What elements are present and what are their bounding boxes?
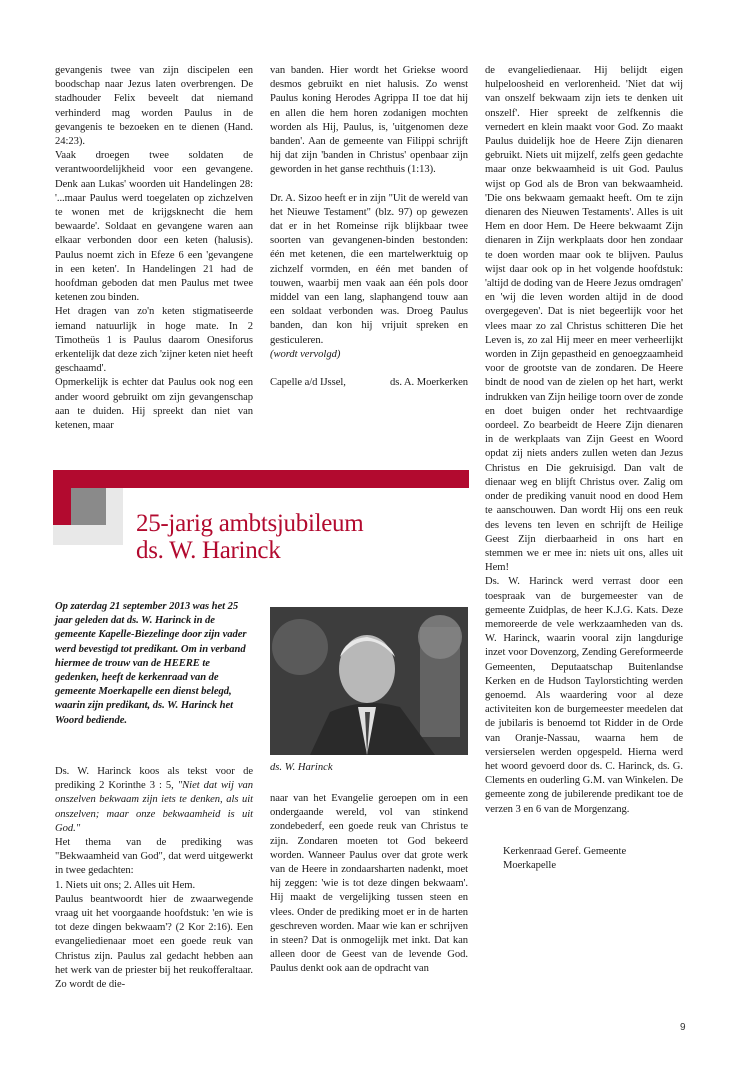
header-decoration-grey <box>71 488 106 525</box>
header-decoration-light <box>106 488 123 545</box>
paragraph: Opmerkelijk is echter dat Paulus ook nog een ander woord gebruikt om zijn gevangenschap aan te duiden. Hij spreekt dan niet van ketenen, maar <box>55 377 253 432</box>
article-title-line-2: ds. W. Harinck <box>136 537 281 564</box>
paragraph: Paulus beantwoordt hier de zwaarwegende vraag uit het voorgaande hoofdstuk: 'en wie is tot deze dingen bekwaam'? (2 Kor 2:16). Een evangeliedienaar moet een goede reuk van Christus zijn. Paulus zal gedacht hebben aan het werk van de priester bij het reukofferaltaar. Zo wordt de die- <box>55 893 253 991</box>
text: Ds. W. Harinck koos als tekst voor de prediking 2 Korinthe 3 : 5, <box>55 766 253 792</box>
header-decoration-bar <box>53 470 469 488</box>
signature-name: ds. A. Moerkerken <box>390 377 468 389</box>
article-column-1 <box>55 765 253 992</box>
paragraph: Vaak droegen twee soldaten de verantwoordelijkheid voor een gevangene. Denk aan Lukas' woorden uit Handelingen 28: '...maar Paulus werd toegelaten op zichzelven te wonen met de krijgsknecht die hem bewaarde'. Soldaat en gevangene waren aan elkaar verbonden door een keten (halusis). Paulus noemt zich in Efeze 6 een 'gevangene in een keten'. In Handelingen 21 had de hoofdman geboden dat men Paulus met twee ketenen zou binden. <box>55 150 253 304</box>
article-column-3 <box>485 64 683 873</box>
column-2-continued-text <box>270 64 468 390</box>
signature-line-2: Moerkapelle <box>503 859 556 871</box>
header-decoration-red <box>53 470 71 525</box>
signature-place: Capelle a/d IJssel, <box>270 377 346 389</box>
paragraph: Dr. A. Sizoo heeft er in zijn "Uit de wereld van het Nieuwe Testament" (blz. 97) op gewezen dat er in het Romeinse rijk blijkbaar twee soorten van gevangenen-binden bestonden: één met ketenen, die een martelwerktuig op zichzelf vormden, en één met banden of touwen, waarbij men vaak aan één pols door middel van een lang, slaphangend touw aan een soldaat verbonden was. Droeg Paulus banden, dan kon hij vrijuit spreken en gesticuleren. <box>270 192 468 346</box>
article-lead <box>55 600 253 728</box>
portrait-illustration <box>270 607 468 755</box>
continued-note: (wordt vervolgd) <box>270 348 341 360</box>
article-title-line-1: 25-jarig ambtsjubileum <box>136 510 364 537</box>
portrait-photo <box>270 607 468 755</box>
paragraph: naar van het Evangelie geroepen om in een ondergaande wereld, vol van stinkend zondebederf, een goede reuk van Christus te zijn. Zondaren moeten tot God bekeerd worden. Wanneer Paulus over dat grote werk van de Heere in zondaarsharten nadenkt, moet hij zeggen: 'wie is tot deze dingen bekwaam'. Hij maakt de vergelijking tussen steen en vlees. Onder de prediking moet er in de harten geschreven worden. Maar wie kan er schrijven in steen? Dat is onmogelijk met inkt. Dat kan alleen door de Geest van de levende God. Paulus denkt ook aan de opdracht van <box>270 793 468 975</box>
page-number: 9 <box>680 1022 686 1033</box>
paragraph: van banden. Hier wordt het Griekse woord desmos gebruikt en niet halusis. Zo wenst Paulus koning Herodes Agrippa II toe dat hij en allen die hem horen zodanigen mochten worden als Hij, Paulus, is, 'uitgenomen deze banden'. Aan de gemeente van Filippi schrijft hij dat zijn 'banden in Christus' openbaar zijn geworden in het ganse rechthuis (1:13). <box>270 65 468 176</box>
article-title <box>136 510 363 564</box>
column-1-continued-text <box>55 64 253 433</box>
signature-line-1: Kerkenraad Geref. Gemeente <box>503 845 627 857</box>
paragraph: Ds. W. Harinck werd verrast door een toespraak van de burgemeester van de gemeente Zuidplas, de heer K.J.G. Kats. Deze memoreerde de vele werkzaamheden van ds. W. Harinck, waarin vooral zijn langdurige inzet voor Dovenzorg, Zending Gereformeerde Gemeenten, Deputaatschap Buitenlandse Kerken en de Hudson Taylorstichting werden genoemd. Als waardering voor al deze activiteiten kon de burgemeester meedelen dat de jubilaris is benoemd tot Ridder in de Orde van Oranje-Nassau, waarna hem de versierselen werden opgespeld. Hierna werd het woord gevoerd door ds. C. Harinck, ds. G. Clements en ouderling G.M. van Winkelen. De gemeente zong de jubilerende predikant toe de verzen 3 en 6 van de Morgenzang. <box>485 576 683 815</box>
author-signature <box>270 376 468 390</box>
paragraph: Het thema van de prediking was "Bekwaamheid van God", dat werd uitgewerkt in twee gedachten: <box>55 837 253 877</box>
paragraph: Het dragen van zo'n keten stigmatiseerde iemand natuurlijk in hoge mate. In 2 Timotheüs 1 is Paulus daarom Onesiforus erkentelijk dat deze zich 'zijner keten niet heeft geschaamd'. <box>55 306 253 375</box>
photo-caption: ds. W. Harinck <box>270 762 333 773</box>
paragraph: 1. Niets uit ons; 2. Alles uit Hem. <box>55 879 196 891</box>
paragraph: de evangeliedienaar. Hij belijdt eigen hulpeloosheid en verlorenheid. 'Niet dat wij van onszelf bekwaam zijn iets te denken uit onszelf'. Hier spreekt de zelfkennis die vernedert en klein maakt voor God. Zo maakt Paulus duidelijk hoe de Heere Zijn dienaren gebruikt. Niets uit mijzelf, zelfs geen gedachte maar onze bekwaamheid is uit God. Paulus wijst op God als de Bron van bekwaamheid. 'Die ons bekwaam gemaakt heeft. Om te zijn dienaren des Nieuwen Testaments'. Alles is uit Hem en door Hem. De Heere bekwaamt Zijn dienaren in Zijn werkplaats door hen zondaar te doen worden maar ook te blijven. Paulus wijst daar ook op in het volgende hoofdstuk: 'altijd de doding van de Heere Jezus omdragen' en 'wij die leven worden altijd in de dood overgegeven'. Dat is niet begeerlijk voor het vlees maar zo zal Christus schitteren Die het Leven is, zo zal Hij meer en meer verheerlijkt worden in Zijn gepastheid en genoegzaamheid voor de grootste van de zondaren. De Heere bindt de nood van de zielen op het hart, werkt indrukken van Zijn heilige toorn over de zonde en doet buigen onder het rechtvaardige oordeel. Zo bearbeidt de Heere Zijn dienaren in de werkplaats van Zijn Geest en Woord opdat zij niets anders zullen weten dan Jezus Christus en Die gekruisigd. Dan valt de dienaar weg en blijft Christus over. Zalig om onder de prediking vanuit nood en dood Hem te aanschouwen. Dan wordt Hij ons een reuk des levens ten leven en schrijft de Heilige Geest Zijn dierbaarheid in ons hart en stemmen we er mee in: niets uit ons, alles uit Hem! <box>485 65 683 574</box>
lead-paragraph: Op zaterdag 21 september 2013 was het 25 jaar geleden dat ds. W. Harinck in de gemeente Kapelle-Biezelinge door zijn vader werd bevestigd tot predikant. Om in verband hiermee de trouw van de HEERE te gedenken, heeft de kerkenraad van de gemeente Moerkapelle een dienst belegd, waarin zijn predikant, ds. W. Harinck het Woord bediende. <box>55 601 247 726</box>
article-column-2 <box>270 792 468 977</box>
paragraph: gevangenis twee van zijn discipelen een boodschap naar Jezus laten overbrengen. De stadhouder Felix beveelt dat niemand verhinderd mag worden Paulus in de gevangenis te bezoeken en te dienen (Hand. 24:23). <box>55 65 253 148</box>
bible-quote: "Niet dat wij van onszelven bekwaam zijn iets te denken, als uit onszelven; maar onze bekwaamheid is uit God." <box>55 780 254 834</box>
paragraph <box>55 765 253 836</box>
